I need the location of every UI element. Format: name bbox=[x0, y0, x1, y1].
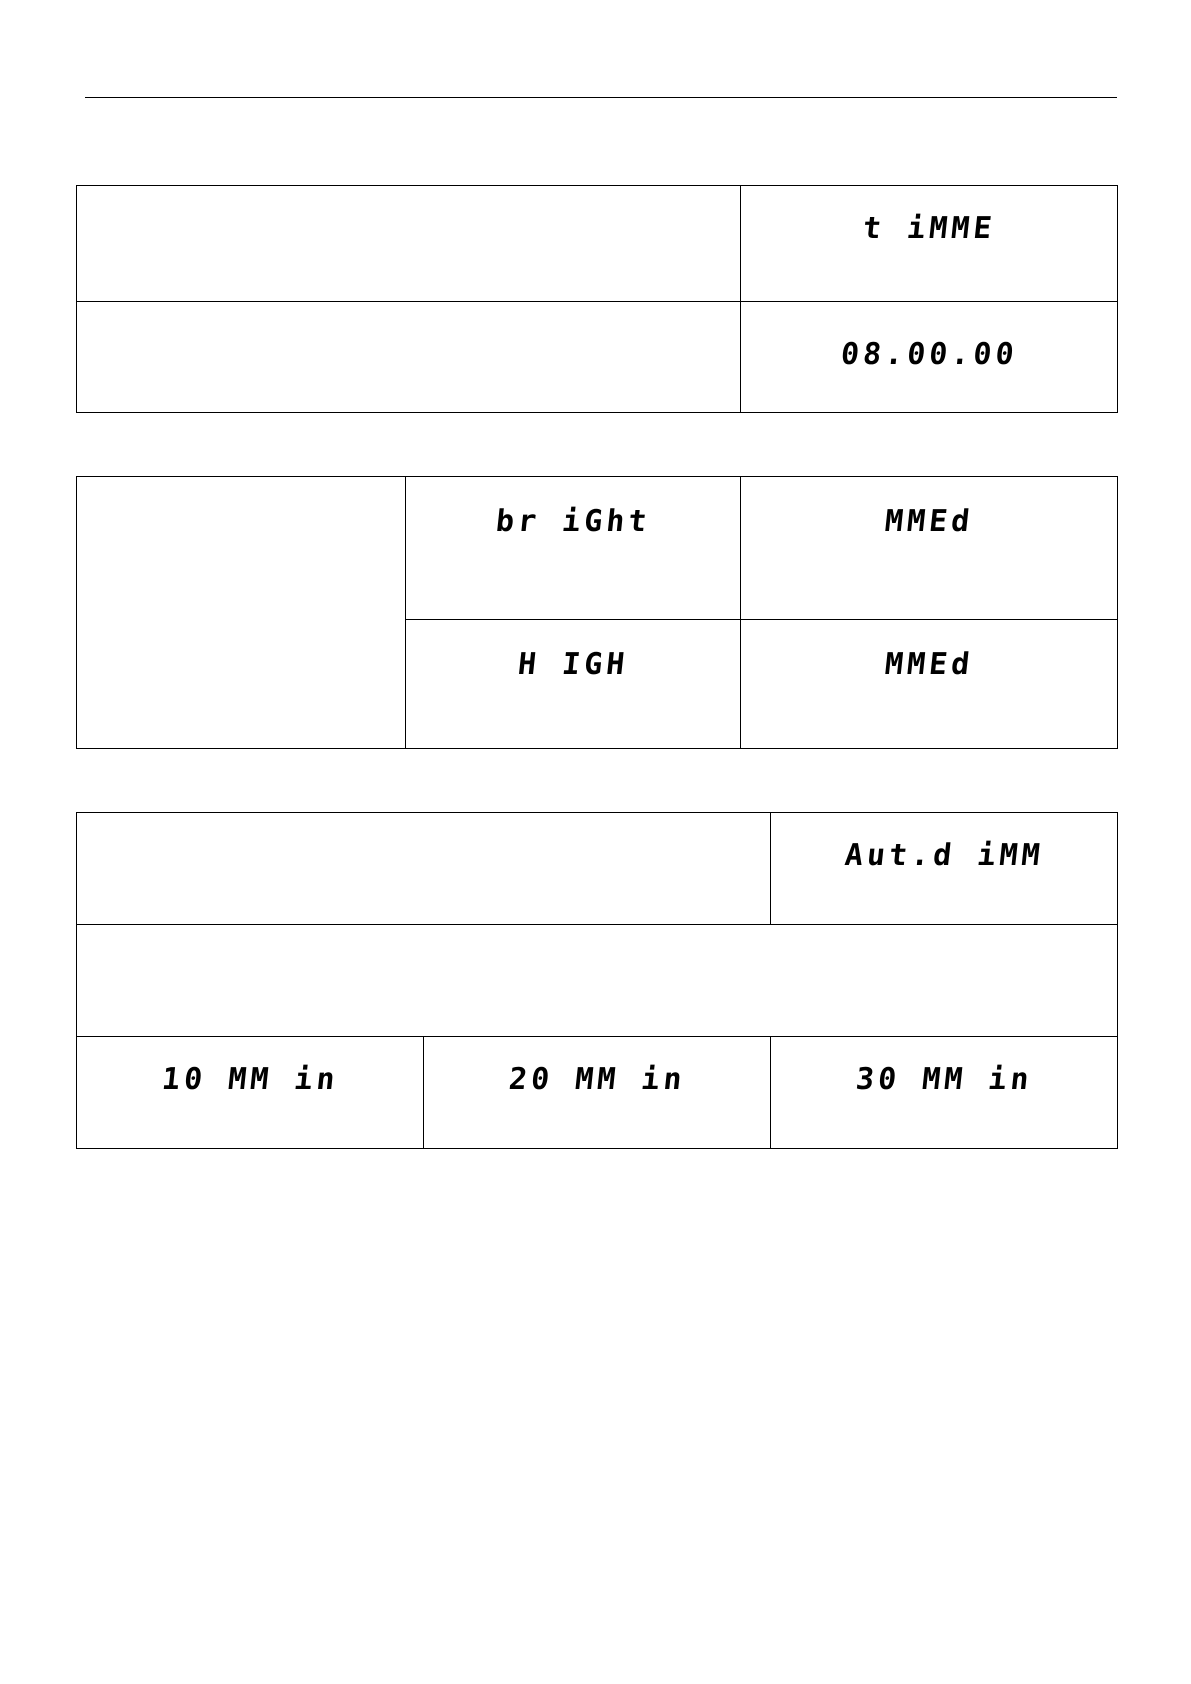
autodim-option-10: 10 MM in bbox=[159, 1062, 341, 1097]
table-row bbox=[77, 1037, 1118, 1149]
table-row bbox=[77, 302, 1118, 413]
time-value-label-cell bbox=[77, 302, 741, 413]
time-setting-table bbox=[76, 185, 1118, 413]
high-value-cell bbox=[741, 620, 1118, 749]
autodim-option-20: 20 MM in bbox=[506, 1062, 688, 1097]
bright-value-cell bbox=[741, 477, 1118, 620]
time-title-display: t iMME bbox=[861, 211, 998, 246]
time-value-cell bbox=[741, 302, 1118, 413]
table-row bbox=[77, 477, 1118, 620]
table-row bbox=[77, 813, 1118, 925]
table-row bbox=[77, 186, 1118, 302]
autodim-description-cell bbox=[77, 925, 1118, 1037]
autodim-display-cell bbox=[771, 813, 1118, 925]
high-value-display: MMEd bbox=[883, 647, 976, 682]
autodim-title-display: Aut.d iMM bbox=[842, 838, 1046, 873]
brightness-label-cell bbox=[77, 477, 406, 749]
brightness-setting-table bbox=[76, 476, 1118, 749]
bright-display: br iGht bbox=[493, 504, 653, 539]
high-display: H IGH bbox=[516, 647, 631, 682]
autodim-option-30: 30 MM in bbox=[853, 1062, 1035, 1097]
bright-value-display: MMEd bbox=[883, 504, 976, 539]
autodim-option-cell bbox=[77, 1037, 424, 1149]
autodim-option-cell bbox=[424, 1037, 771, 1149]
high-display-cell bbox=[406, 620, 741, 749]
time-label-cell bbox=[77, 186, 741, 302]
autodim-option-cell bbox=[771, 1037, 1118, 1149]
header-rule bbox=[85, 97, 1117, 98]
autodim-label-cell bbox=[77, 813, 771, 925]
time-value-display: 08.00.00 bbox=[838, 337, 1020, 372]
time-display-cell bbox=[741, 186, 1118, 302]
table-row bbox=[77, 925, 1118, 1037]
autodim-setting-table bbox=[76, 812, 1118, 1149]
bright-display-cell bbox=[406, 477, 741, 620]
